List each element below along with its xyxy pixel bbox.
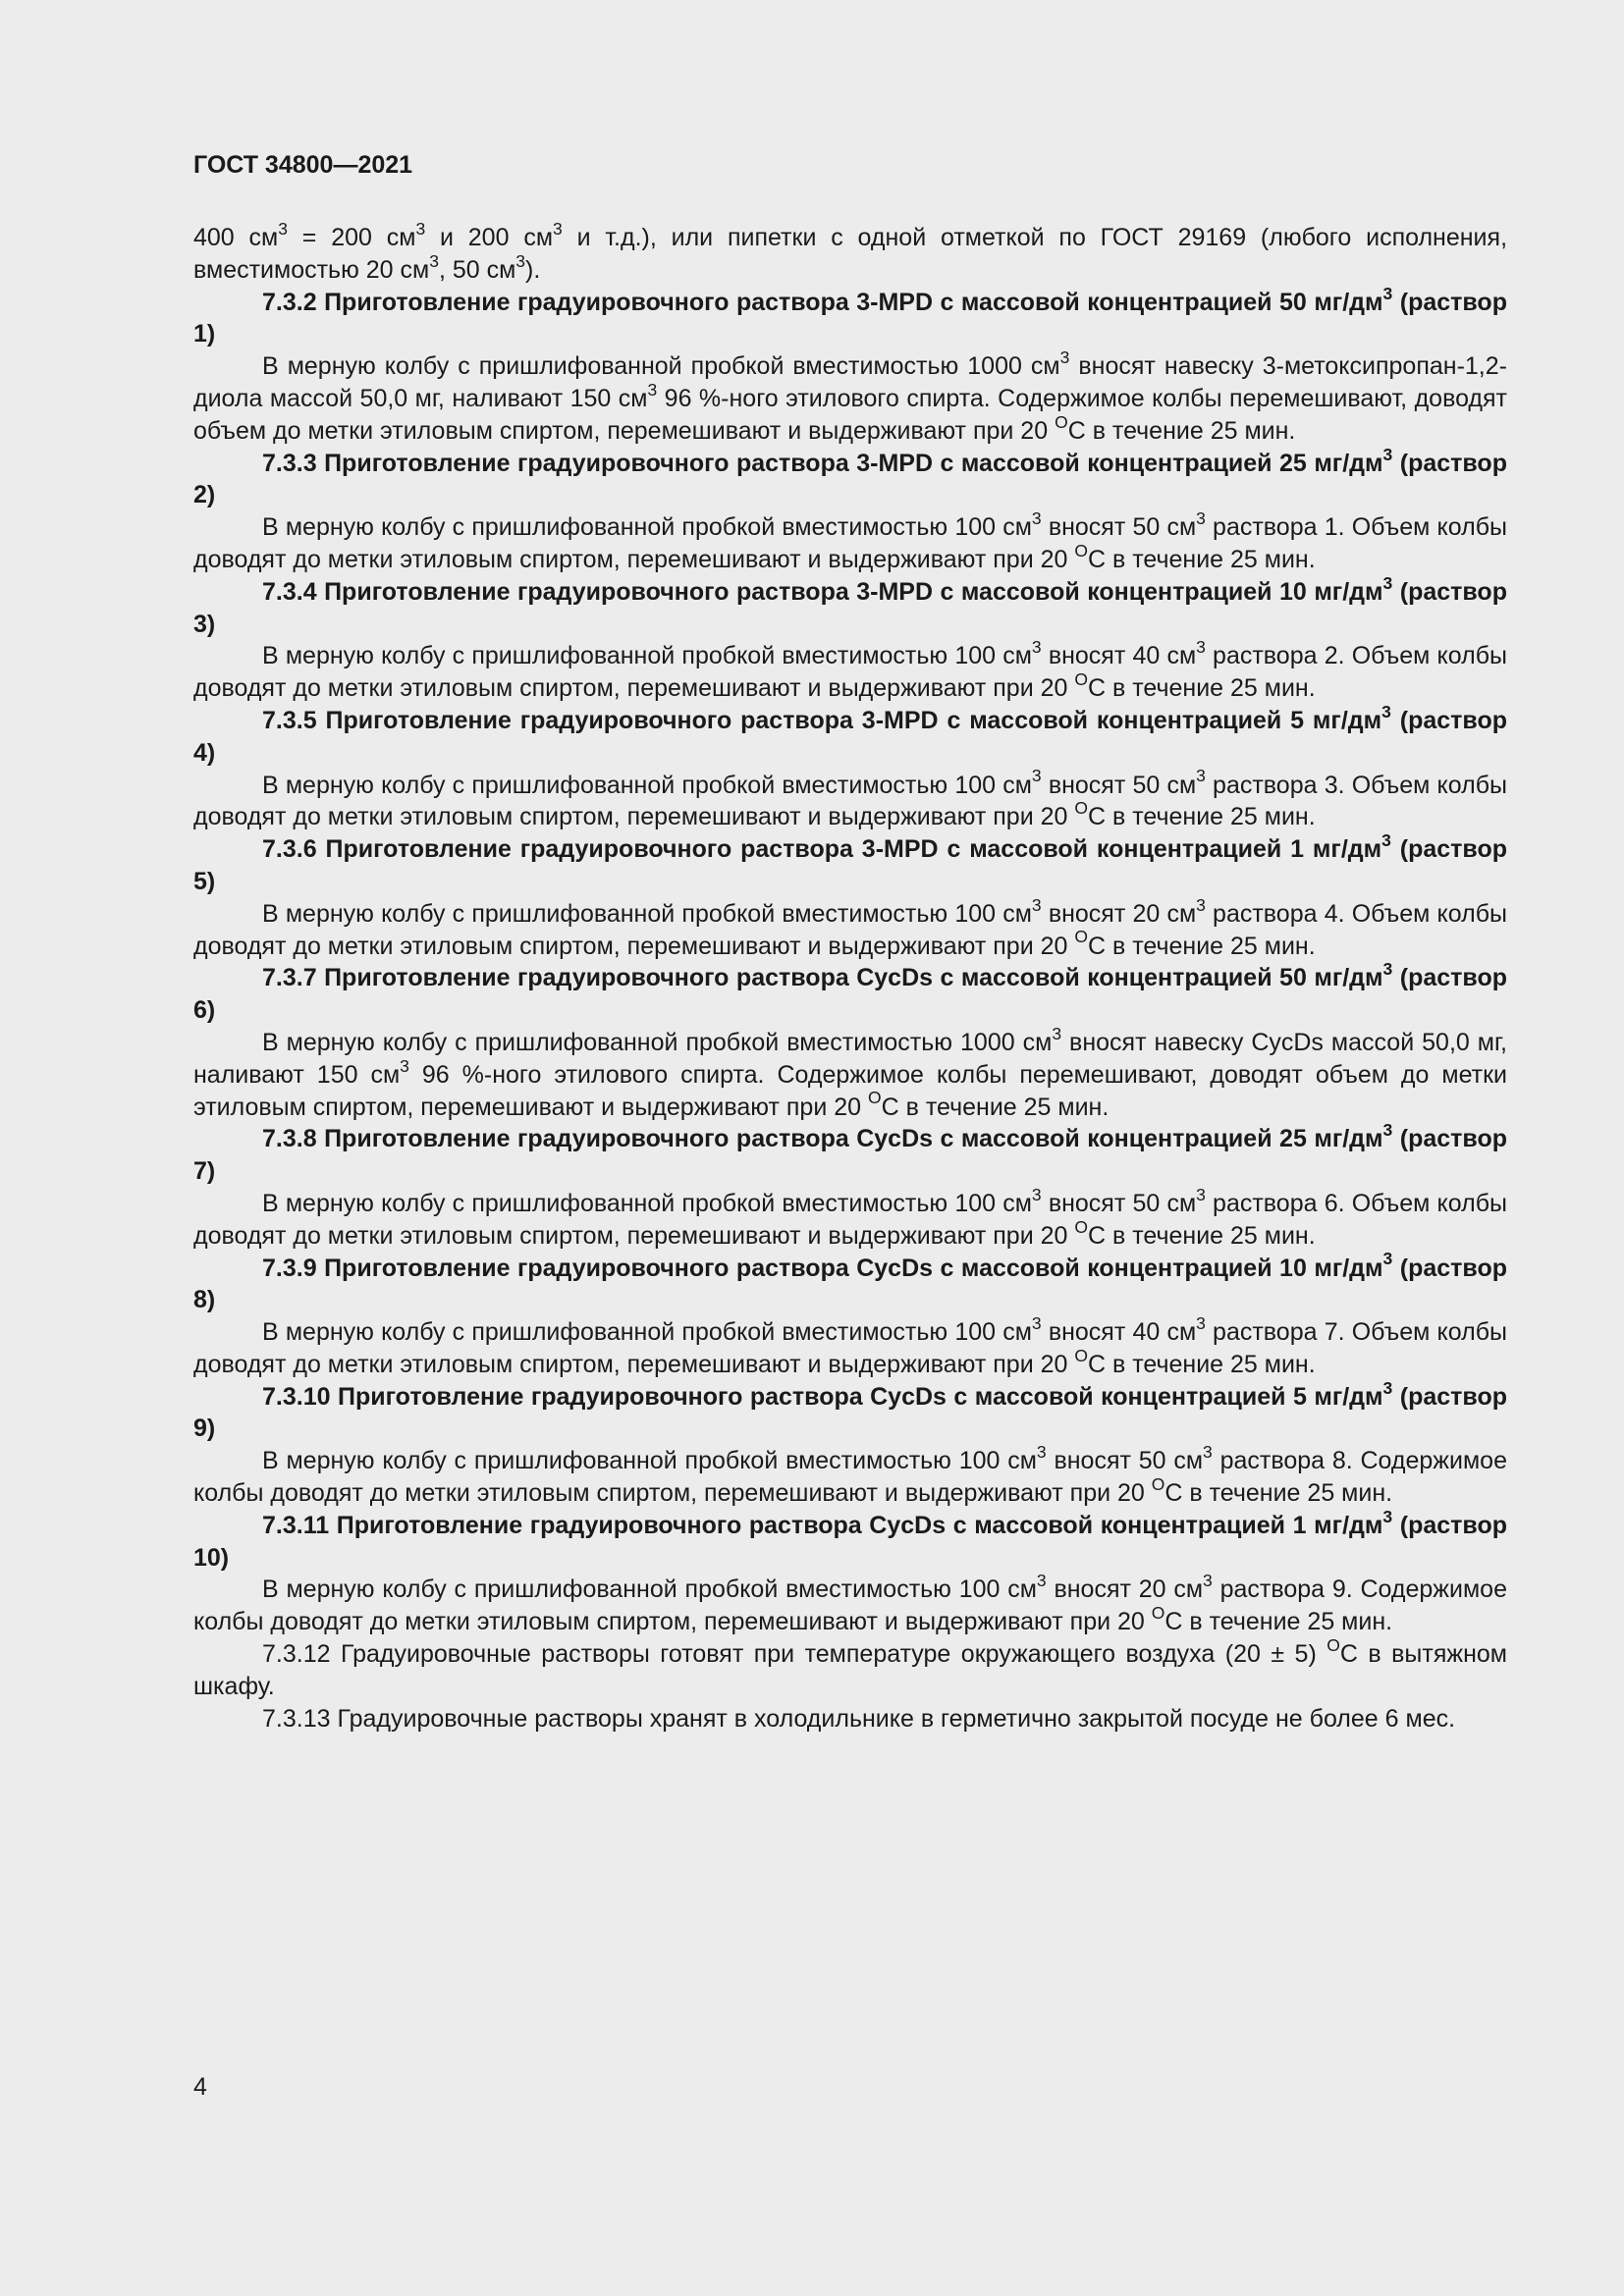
document-header: ГОСТ 34800—2021 [193,151,413,179]
section-heading: 7.3.6 Приготовление градуировочного раствора 3-MPD с массовой концентрацией 1 $мг/дм^3$ (раствор 5) [193,830,1507,895]
section-heading: 7.3.7 Приготовление градуировочного раствора CycDs с массовой концентрацией 50 $мг/дм^3$ (раствор 6) [193,959,1507,1025]
body-paragraph: В мерную колбу с пришлифованной пробкой вместимостью 100 $см^3$ вносят 20 $см^3$ раствора 4. Объем колбы доводят до метки этиловым спиртом, перемешивают и выдерживают при 20 $^О$С в течение 25 мин. [193,894,1507,960]
section-heading: 7.3.10 Приготовление градуировочного раствора CycDs с массовой концентрацией 5 $мг/дм^3$ (раствор 9) [193,1377,1507,1443]
body-paragraph: В мерную колбу с пришлифованной пробкой вместимостью 1000 $см^3$ вносят навеску 3-метоксипропан-1,2-диола массой 50,0 мг, наливают 150 $см^3$ 96 %-ного этилового спирта. Содержимое колбы перемешивают, доводят объем до метки этиловым спиртом, перемешивают и выдерживают при 20 $^О$С в течение 25 мин. [193,347,1507,445]
body-paragraph: В мерную колбу с пришлифованной пробкой вместимостью 100 $см^3$ вносят 40 $см^3$ раствора 2. Объем колбы доводят до метки этиловым спиртом, перемешивают и выдерживают при 20 $^О$С в течение 25 мин. [193,637,1507,703]
body-paragraph: 7.3.13 Градуировочные растворы хранят в холодильнике в герметично закрытой посуде не более 6 мес. [262,1704,1456,1733]
body-paragraph: В мерную колбу с пришлифованной пробкой вместимостью 100 $см^3$ вносят 20 $см^3$ раствора 9. Содержимое колбы доводят до метки этиловым спиртом, перемешивают и выдерживают при 20 $^О$С в течение 25 мин. [193,1571,1507,1636]
page-number: 4 [193,2073,207,2101]
document-body [193,218,1508,1735]
section-heading: 7.3.2 Приготовление градуировочного раствора 3-MPD с массовой концентрацией 50 $мг/дм^3$ (раствор 1) [193,283,1507,348]
section-heading: 7.3.9 Приготовление градуировочного раствора CycDs с массовой концентрацией 10 $мг/дм^3$ (раствор 8) [193,1249,1507,1314]
section-heading: 7.3.3 Приготовление градуировочного раствора 3-MPD с массовой концентрацией 25 $мг/дм^3$ (раствор 2) [193,444,1507,509]
section-heading: 7.3.11 Приготовление градуировочного раствора CycDs с массовой концентрацией 1 $мг/дм^3$ (раствор 10) [193,1506,1507,1572]
body-paragraph: В мерную колбу с пришлифованной пробкой вместимостью 100 $см^3$ вносят 50 $см^3$ раствора 1. Объем колбы доводят до метки этиловым спиртом, перемешивают и выдерживают при 20 $^О$С в течение 25 мин. [193,508,1507,573]
body-paragraph: В мерную колбу с пришлифованной пробкой вместимостью 100 $см^3$ вносят 40 $см^3$ раствора 7. Объем колбы доводят до метки этиловым спиртом, перемешивают и выдерживают при 20 $^О$С в течение 25 мин. [193,1313,1507,1378]
body-paragraph: В мерную колбу с пришлифованной пробкой вместимостью 100 $см^3$ вносят 50 $см^3$ раствора 8. Содержимое колбы доводят до метки этиловым спиртом, перемешивают и выдерживают при 20 $^О$С в течение 25 мин. [193,1442,1507,1508]
body-paragraph: В мерную колбу с пришлифованной пробкой вместимостью 1000 $см^3$ вносят навеску CycDs массой 50,0 мг, наливают 150 $см^3$ 96 %-ного этилового спирта. Содержимое колбы перемешивают, доводят объем до метки этиловым спиртом, перемешивают и выдерживают при 20 $^О$С в течение 25 мин. [193,1023,1507,1121]
section-heading: 7.3.5 Приготовление градуировочного раствора 3-MPD с массовой концентрацией 5 $мг/дм^3$ (раствор 4) [193,701,1507,767]
body-paragraph: В мерную колбу с пришлифованной пробкой вместимостью 100 $см^3$ вносят 50 $см^3$ раствора 6. Объем колбы доводят до метки этиловым спиртом, перемешивают и выдерживают при 20 $^О$С в течение 25 мин. [193,1184,1507,1250]
section-heading: 7.3.4 Приготовление градуировочного раствора 3-MPD с массовой концентрацией 10 $мг/дм^3$ (раствор 3) [193,572,1507,638]
body-paragraph: 7.3.12 Градуировочные растворы готовят при температуре окружающего воздуха (20 ± 5) $^О$С в вытяжном шкафу. [193,1634,1507,1700]
body-paragraph: 400 $см^3 = 200$ $см^3$ и 200 $см^3$ и т.д.), или пипетки с одной отметкой по ГОСТ 29169 (любого исполнения, вместимостью 20 $см^3$, 50 $см^3$). [193,218,1508,284]
body-paragraph: В мерную колбу с пришлифованной пробкой вместимостью 100 $см^3$ вносят 50 $см^3$ раствора 3. Объем колбы доводят до метки этиловым спиртом, перемешивают и выдерживают при 20 $^О$С в течение 25 мин. [193,766,1507,831]
section-heading: 7.3.8 Приготовление градуировочного раствора CycDs с массовой концентрацией 25 $мг/дм^3$ (раствор 7) [193,1120,1507,1186]
